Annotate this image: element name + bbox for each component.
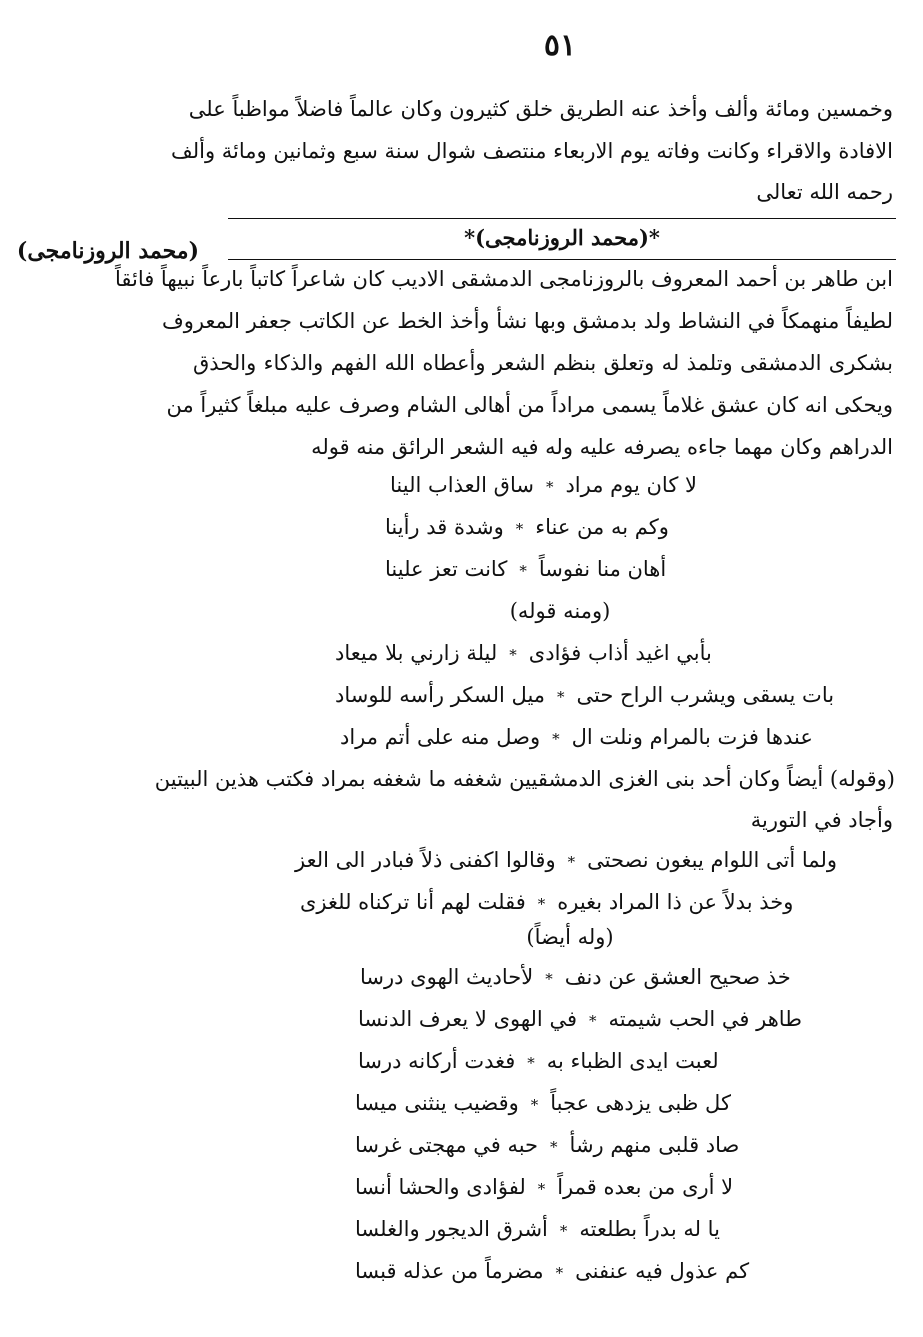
- verse: [355, 1254, 749, 1290]
- verse-separator: *: [552, 730, 560, 748]
- verse-hemistich-second: فغدت أركانه درسا: [358, 1049, 516, 1073]
- verse-separator: *: [515, 520, 524, 538]
- section-heading: *(محمد الروزنامجى)*: [464, 225, 660, 250]
- verse-hemistich-second: وقضيب ينثنى ميسا: [355, 1091, 519, 1115]
- verse: [295, 843, 837, 879]
- bio-line: بشكرى الدمشقى وتلمذ له وتعلق بنظم الشعر وأعطاه الله الفهم والذكاء والحذق: [193, 351, 893, 375]
- heading-rule-bottom: [228, 259, 896, 260]
- verse: [340, 720, 813, 756]
- verse-separator: *: [559, 1222, 568, 1240]
- verse-hemistich-second: ساق العذاب الينا: [390, 473, 534, 497]
- verse-hemistich-first: صاد قلبى منهم رشأ: [569, 1133, 740, 1157]
- intro-line: وخمسين ومائة وألف وأخذ عنه الطريق خلق كثيرون وكان عالماً فاضلاً مواظباً على: [188, 97, 893, 121]
- verse-hemistich-first: وكم به من عناء: [535, 515, 669, 539]
- verse-hemistich-second: وقالوا اكفنى ذلاً فبادر الى العز: [295, 848, 556, 872]
- verse-hemistich-second: كانت تعز علينا: [385, 557, 508, 581]
- verse-separator: *: [545, 970, 553, 988]
- verse-hemistich-second: وشدة قد رأينا: [385, 515, 504, 539]
- subheading: (وله أيضاً): [526, 925, 614, 949]
- verse-hemistich-second: ميل السكر رأسه للوساد: [335, 683, 546, 707]
- verse: [385, 552, 666, 588]
- verse-hemistich-second: لفؤادى والحشا أنسا: [355, 1175, 526, 1199]
- prose-line: وأجاد في التورية: [750, 808, 893, 832]
- verse-hemistich-first: كل ظبى يزدهى عجباً: [550, 1091, 731, 1115]
- verse-hemistich-first: عندها فزت بالمرام ونلت ال: [571, 725, 813, 749]
- verse: [358, 1044, 719, 1080]
- subheading: (ومنه قوله): [509, 599, 611, 623]
- verse-hemistich-first: طاهر في الحب شيمته: [608, 1007, 802, 1031]
- verse-hemistich-first: وخذ بدلاً عن ذا المراد بغيره: [557, 890, 794, 914]
- verse: [358, 1002, 802, 1038]
- verse: [355, 1212, 720, 1248]
- verse-hemistich-first: لا أرى من بعده قمراً: [557, 1175, 734, 1199]
- verse-separator: *: [555, 1264, 564, 1282]
- bio-line: الدراهم وكان مهما جاءه يصرفه عليه وله فيه الشعر الرائق منه قوله: [311, 435, 893, 459]
- verse-hemistich-first: أهان منا نفوساً: [538, 557, 667, 581]
- verse: [355, 1086, 731, 1122]
- heading-rule-top: [228, 218, 896, 219]
- verse-hemistich-first: لعبت ايدى الظباء به: [546, 1049, 719, 1073]
- verse: [355, 1170, 733, 1206]
- verse-separator: *: [519, 562, 527, 580]
- verse: [300, 885, 793, 921]
- verse-hemistich-first: بات يسقى ويشرب الراح حتى: [576, 683, 835, 707]
- verse-separator: *: [530, 1096, 539, 1114]
- verse-separator: *: [545, 478, 554, 496]
- verse-hemistich-first: كم عذول فيه عنفنى: [575, 1259, 750, 1283]
- bio-line: ابن طاهر بن أحمد المعروف بالروزنامجى الدمشقى الاديب كان شاعراً كاتباً بارعاً نبيهاً فائقاً: [114, 267, 893, 291]
- verse-hemistich-first: بأبي اغيد أذاب فؤادى: [528, 641, 712, 665]
- verse-hemistich-second: فقلت لهم أنا تركناه للغزى: [300, 890, 526, 914]
- verse-hemistich-second: ليلة زارني بلا ميعاد: [335, 641, 498, 665]
- verse: [335, 678, 834, 714]
- verse: [390, 468, 697, 504]
- verse-hemistich-second: لأحاديث الهوى درسا: [360, 965, 534, 989]
- verse-separator: *: [588, 1012, 597, 1030]
- verse-hemistich-second: في الهوى لا يعرف الدنسا: [358, 1007, 577, 1031]
- verse-separator: *: [567, 853, 576, 871]
- page-number: ٥١: [543, 28, 577, 63]
- verse-separator: *: [509, 646, 517, 664]
- intro-line: رحمه الله تعالى: [756, 180, 893, 204]
- verse-hemistich-first: ولما أتى اللوام يبغون نصحتى: [587, 848, 837, 872]
- verse-hemistich-first: خذ صحيح العشق عن دنف: [564, 965, 791, 989]
- margin-note: (محمد الروزنامجى): [16, 238, 199, 264]
- verse-hemistich-second: وصل منه على أتم مراد: [340, 725, 541, 749]
- verse-separator: *: [537, 895, 546, 913]
- intro-line: الافادة والاقراء وكانت وفاته يوم الاربعاء منتصف شوال سنة سبع وثمانين ومائة وألف: [171, 139, 893, 163]
- verse-hemistich-first: لا كان يوم مراد: [565, 473, 697, 497]
- verse: [355, 1128, 739, 1164]
- verse-separator: *: [550, 1138, 558, 1156]
- verse: [335, 636, 712, 672]
- bio-line: ويحكى انه كان عشق غلاماً يسمى مراداً من أهالى الشام وصرف عليه مبلغاً كثيراً من: [166, 393, 893, 417]
- prose-line: (وقوله) أيضاً وكان أحد بنى الغزى الدمشقيين شغفه ما شغفه بمراد فكتب هذين البيتين: [154, 767, 895, 791]
- verse: [385, 510, 669, 546]
- verse-separator: *: [527, 1054, 535, 1072]
- verse-hemistich-second: أشرق الديجور والغلسا: [355, 1217, 548, 1241]
- verse-separator: *: [557, 688, 565, 706]
- verse-hemistich-first: يا له بدراً بطلعته: [579, 1217, 720, 1241]
- bio-line: لطيفاً منهمكاً في النشاط ولد بدمشق وبها نشأ وأخذ الخط عن الكاتب جعفر المعروف: [161, 309, 893, 333]
- verse-hemistich-second: مضرماً من عذله قبسا: [355, 1259, 544, 1283]
- verse-separator: *: [537, 1180, 546, 1198]
- verse-hemistich-second: حبه في مهجتى غرسا: [355, 1133, 539, 1157]
- verse: [360, 960, 791, 996]
